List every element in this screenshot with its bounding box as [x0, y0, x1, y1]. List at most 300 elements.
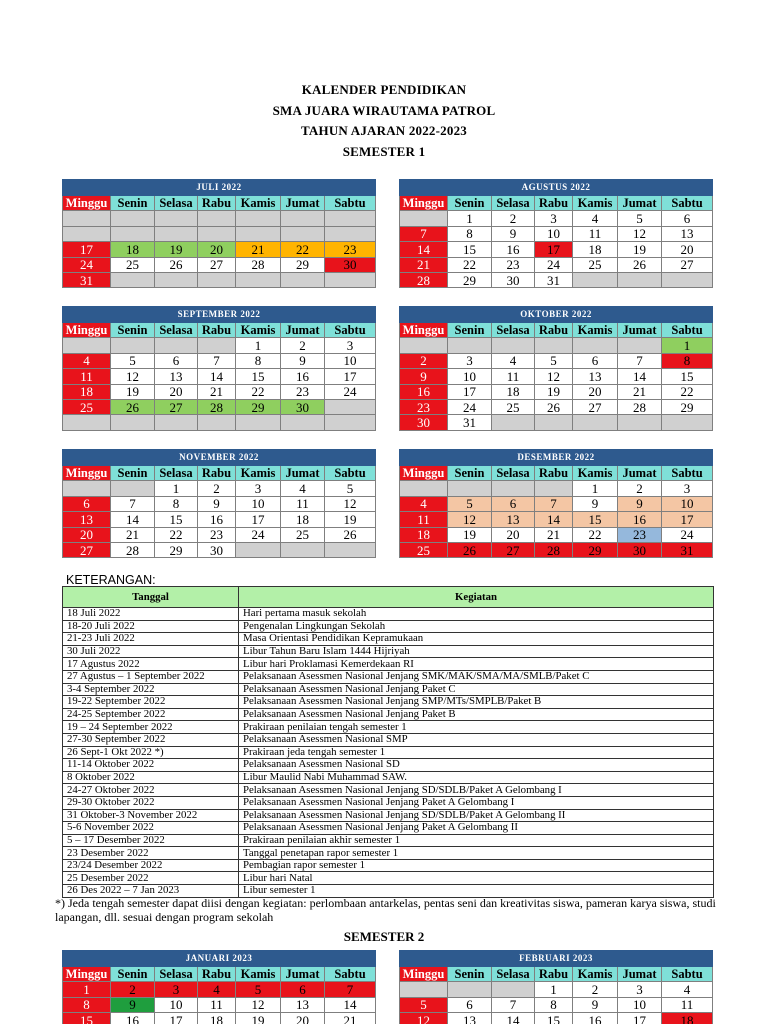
day-cell: 19 [535, 384, 573, 399]
day-cell: 31 [448, 415, 492, 430]
day-cell: 14 [198, 369, 236, 384]
day-cell: 11 [662, 997, 713, 1012]
keterangan-date: 29-30 Oktober 2022 [63, 796, 239, 809]
day-cell: 15 [155, 512, 198, 527]
day-cell: 23 [325, 242, 376, 257]
empty-day-cell [400, 982, 448, 997]
empty-day-cell [63, 226, 111, 241]
day-cell: 14 [492, 1013, 535, 1024]
day-header-kamis: Kamis [573, 466, 618, 481]
day-cell: 20 [662, 242, 713, 257]
day-cell: 28 [111, 542, 155, 557]
day-header-minggu: Minggu [400, 323, 448, 338]
day-cell: 8 [236, 353, 281, 368]
empty-day-cell [281, 211, 325, 226]
day-cell: 29 [155, 542, 198, 557]
day-cell: 25 [573, 257, 618, 272]
empty-day-cell [155, 415, 198, 430]
week-row [63, 1013, 376, 1024]
day-cell: 10 [535, 226, 573, 241]
empty-day-cell [325, 226, 376, 241]
empty-day-cell [618, 272, 662, 287]
day-cell: 4 [492, 353, 535, 368]
week-row [63, 272, 376, 287]
day-cell: 27 [573, 399, 618, 414]
day-cell: 6 [63, 496, 111, 511]
day-cell: 30 [325, 257, 376, 272]
day-cell: 16 [111, 1013, 155, 1024]
title-line-3: TAHUN AJARAN 2022-2023 [301, 123, 467, 138]
day-cell: 30 [492, 272, 535, 287]
day-cell: 2 [198, 481, 236, 496]
day-cell: 10 [662, 496, 713, 511]
day-cell: 20 [63, 527, 111, 542]
empty-day-cell [325, 415, 376, 430]
empty-day-cell [63, 415, 111, 430]
empty-day-cell [535, 338, 573, 353]
day-cell: 2 [281, 338, 325, 353]
day-cell: 16 [400, 384, 448, 399]
empty-day-cell [618, 338, 662, 353]
keterangan-date: 26 Des 2022 – 7 Jan 2023 [63, 885, 239, 898]
day-cell: 11 [573, 226, 618, 241]
day-cell: 2 [492, 211, 535, 226]
keterangan-label: KETERANGAN: [66, 573, 156, 587]
month-title: DESEMBER 2022 [400, 450, 713, 466]
day-cell: 5 [111, 353, 155, 368]
calendar-februari-2023 [399, 950, 713, 1024]
day-cell: 11 [281, 496, 325, 511]
day-header-jumat: Jumat [618, 196, 662, 211]
day-cell: 22 [448, 257, 492, 272]
week-row [400, 496, 713, 511]
week-row [63, 542, 376, 557]
empty-day-cell [155, 338, 198, 353]
day-cell: 6 [573, 353, 618, 368]
week-row [400, 369, 713, 384]
day-cell: 11 [492, 369, 535, 384]
week-row [63, 512, 376, 527]
day-header-sabtu: Sabtu [325, 466, 376, 481]
day-header-kamis: Kamis [236, 323, 281, 338]
keterangan-event: Pelaksanaan Asessmen Nasional Jenjang SMK/MAK/SMA/MA/SMLB/Paket C [239, 670, 714, 683]
day-cell: 17 [662, 512, 713, 527]
day-cell: 18 [400, 527, 448, 542]
day-header-senin: Senin [111, 196, 155, 211]
day-cell: 3 [535, 211, 573, 226]
week-row [63, 257, 376, 272]
day-cell: 18 [198, 1013, 236, 1024]
calendar-desember-2022 [399, 449, 713, 558]
day-header-senin: Senin [448, 466, 492, 481]
day-header-senin: Senin [111, 466, 155, 481]
day-header-sabtu: Sabtu [662, 196, 713, 211]
keterangan-date: 3-4 September 2022 [63, 683, 239, 696]
day-cell: 8 [155, 496, 198, 511]
day-cell: 9 [492, 226, 535, 241]
week-row [400, 338, 713, 353]
day-cell: 28 [198, 399, 236, 414]
keterangan-row [63, 796, 714, 809]
day-cell: 18 [281, 512, 325, 527]
day-cell: 8 [535, 997, 573, 1012]
day-cell: 14 [618, 369, 662, 384]
keterangan-event: Libur hari Proklamasi Kemerdekaan RI [239, 658, 714, 671]
day-cell: 24 [63, 257, 111, 272]
day-cell: 10 [448, 369, 492, 384]
keterangan-event: Masa Orientasi Pendidikan Kepramukaan [239, 633, 714, 646]
day-cell: 3 [325, 338, 376, 353]
day-cell: 8 [448, 226, 492, 241]
keterangan-date: 21-23 Juli 2022 [63, 633, 239, 646]
empty-day-cell [662, 272, 713, 287]
day-cell: 14 [535, 512, 573, 527]
day-cell: 15 [535, 1013, 573, 1024]
day-cell: 20 [492, 527, 535, 542]
empty-day-cell [573, 415, 618, 430]
day-cell: 9 [618, 496, 662, 511]
keterangan-row [63, 834, 714, 847]
day-cell: 22 [662, 384, 713, 399]
day-header-rabu: Rabu [535, 196, 573, 211]
day-cell: 14 [111, 512, 155, 527]
calendar-november-2022 [62, 449, 376, 558]
day-cell: 18 [573, 242, 618, 257]
day-cell: 16 [198, 512, 236, 527]
empty-day-cell [155, 272, 198, 287]
day-header-rabu: Rabu [198, 196, 236, 211]
day-cell: 12 [325, 496, 376, 511]
keterangan-date: 24-25 September 2022 [63, 708, 239, 721]
day-cell: 14 [400, 242, 448, 257]
day-cell: 17 [325, 369, 376, 384]
keterangan-event: Pelaksanaan Asessmen Nasional Jenjang Paket A Gelombang II [239, 822, 714, 835]
day-header-sabtu: Sabtu [325, 323, 376, 338]
day-cell: 13 [448, 1013, 492, 1024]
empty-day-cell [281, 272, 325, 287]
keterangan-row [63, 771, 714, 784]
day-cell: 17 [63, 242, 111, 257]
day-cell: 29 [448, 272, 492, 287]
day-cell: 24 [236, 527, 281, 542]
keterangan-event: Pelaksanaan Asessmen Nasional SMP [239, 733, 714, 746]
day-cell: 21 [325, 1013, 376, 1024]
keterangan-row [63, 708, 714, 721]
empty-day-cell [448, 338, 492, 353]
day-header-senin: Senin [448, 967, 492, 982]
day-cell: 20 [155, 384, 198, 399]
empty-day-cell [198, 415, 236, 430]
day-cell: 20 [281, 1013, 325, 1024]
day-cell: 22 [281, 242, 325, 257]
day-cell: 23 [618, 527, 662, 542]
week-row [63, 415, 376, 430]
keterangan-date: 19 – 24 September 2022 [63, 721, 239, 734]
day-header-minggu: Minggu [400, 196, 448, 211]
empty-day-cell [281, 542, 325, 557]
day-cell: 18 [492, 384, 535, 399]
empty-day-cell [236, 415, 281, 430]
keterangan-date: 23/24 Desember 2022 [63, 859, 239, 872]
day-cell: 9 [198, 496, 236, 511]
keterangan-row [63, 633, 714, 646]
day-cell: 21 [198, 384, 236, 399]
keterangan-event: Tanggal penetapan rapor semester 1 [239, 847, 714, 860]
day-header-senin: Senin [111, 967, 155, 982]
day-cell: 3 [618, 982, 662, 997]
day-cell: 17 [535, 242, 573, 257]
keterangan-row [63, 759, 714, 772]
keterangan-header-row [63, 587, 714, 608]
empty-day-cell [198, 272, 236, 287]
month-title: OKTOBER 2022 [400, 307, 713, 323]
day-cell: 16 [281, 369, 325, 384]
keterangan-row [63, 784, 714, 797]
day-cell: 5 [236, 982, 281, 997]
empty-day-cell [573, 272, 618, 287]
day-cell: 7 [325, 982, 376, 997]
day-cell: 15 [662, 369, 713, 384]
week-row [400, 542, 713, 557]
keterangan-table [62, 586, 714, 898]
day-header-rabu: Rabu [535, 967, 573, 982]
day-cell: 27 [155, 399, 198, 414]
day-header-selasa: Selasa [155, 967, 198, 982]
day-cell: 27 [662, 257, 713, 272]
month-title: NOVEMBER 2022 [63, 450, 376, 466]
day-header-jumat: Jumat [281, 323, 325, 338]
keterangan-row [63, 733, 714, 746]
day-cell: 11 [198, 997, 236, 1012]
day-cell: 6 [662, 211, 713, 226]
day-cell: 13 [63, 512, 111, 527]
week-row [63, 369, 376, 384]
day-cell: 16 [618, 512, 662, 527]
day-cell: 2 [111, 982, 155, 997]
day-cell: 31 [535, 272, 573, 287]
day-header-selasa: Selasa [492, 196, 535, 211]
day-cell: 7 [618, 353, 662, 368]
day-header-selasa: Selasa [492, 323, 535, 338]
day-cell: 1 [573, 481, 618, 496]
day-cell: 4 [662, 982, 713, 997]
day-cell: 21 [400, 257, 448, 272]
keterangan-row [63, 859, 714, 872]
keterangan-row [63, 746, 714, 759]
day-cell: 13 [155, 369, 198, 384]
day-header-senin: Senin [448, 196, 492, 211]
keterangan-event: Pelaksanaan Asessmen Nasional Jenjang Paket B [239, 708, 714, 721]
day-header-jumat: Jumat [281, 466, 325, 481]
day-cell: 31 [662, 542, 713, 557]
day-cell: 24 [325, 384, 376, 399]
week-row [400, 257, 713, 272]
day-cell: 30 [400, 415, 448, 430]
calendar-januari-2023 [62, 950, 376, 1024]
week-row [400, 272, 713, 287]
empty-day-cell [63, 338, 111, 353]
keterangan-event: Hari pertama masuk sekolah [239, 608, 714, 621]
day-cell: 23 [198, 527, 236, 542]
keterangan-event: Pelaksanaan Asessmen Nasional Jenjang SMP/MTs/SMPLB/Paket B [239, 696, 714, 709]
keterangan-date: 31 Oktober-3 November 2022 [63, 809, 239, 822]
day-cell: 19 [111, 384, 155, 399]
day-cell: 12 [236, 997, 281, 1012]
week-row [400, 242, 713, 257]
day-cell: 25 [63, 399, 111, 414]
title-line-4: SEMESTER 1 [342, 143, 426, 159]
empty-day-cell [325, 211, 376, 226]
day-cell: 19 [155, 242, 198, 257]
day-cell: 18 [111, 242, 155, 257]
day-cell: 3 [155, 982, 198, 997]
day-cell: 6 [281, 982, 325, 997]
day-cell: 13 [281, 997, 325, 1012]
keterangan-date: 25 Desember 2022 [63, 872, 239, 885]
day-header-senin: Senin [448, 323, 492, 338]
day-header-selasa: Selasa [155, 466, 198, 481]
keterangan-event: Libur Tahun Baru Islam 1444 Hijriyah [239, 645, 714, 658]
day-cell: 9 [573, 496, 618, 511]
empty-day-cell [325, 272, 376, 287]
keterangan-date: 18-20 Juli 2022 [63, 620, 239, 633]
empty-day-cell [155, 226, 198, 241]
day-cell: 10 [618, 997, 662, 1012]
day-cell: 17 [155, 1013, 198, 1024]
day-cell: 19 [618, 242, 662, 257]
empty-day-cell [618, 415, 662, 430]
day-header-minggu: Minggu [400, 967, 448, 982]
day-cell: 17 [618, 1013, 662, 1024]
day-cell: 7 [400, 226, 448, 241]
day-cell: 27 [492, 542, 535, 557]
week-row [400, 384, 713, 399]
week-row [63, 527, 376, 542]
day-header-kamis: Kamis [236, 466, 281, 481]
day-header-selasa: Selasa [155, 196, 198, 211]
day-cell: 25 [281, 527, 325, 542]
day-cell: 21 [236, 242, 281, 257]
day-cell: 2 [618, 481, 662, 496]
week-row [63, 496, 376, 511]
semester-2-label: SEMESTER 2 [343, 929, 425, 944]
empty-day-cell [400, 211, 448, 226]
day-cell: 25 [492, 399, 535, 414]
day-cell: 29 [281, 257, 325, 272]
day-header-minggu: Minggu [63, 967, 111, 982]
empty-day-cell [236, 226, 281, 241]
keterangan-row [63, 721, 714, 734]
day-cell: 14 [325, 997, 376, 1012]
day-cell: 15 [236, 369, 281, 384]
week-row [400, 399, 713, 414]
week-row [63, 997, 376, 1012]
keterangan-date: 18 Juli 2022 [63, 608, 239, 621]
day-cell: 9 [573, 997, 618, 1012]
day-cell: 13 [662, 226, 713, 241]
day-cell: 4 [281, 481, 325, 496]
empty-day-cell [535, 415, 573, 430]
keterangan-event: Libur hari Natal [239, 872, 714, 885]
empty-day-cell [400, 481, 448, 496]
day-cell: 22 [155, 527, 198, 542]
day-cell: 5 [400, 997, 448, 1012]
empty-day-cell [492, 982, 535, 997]
day-cell: 30 [198, 542, 236, 557]
day-header-jumat: Jumat [618, 466, 662, 481]
week-row [400, 512, 713, 527]
keterangan-row [63, 670, 714, 683]
empty-day-cell [236, 272, 281, 287]
day-header-selasa: Selasa [492, 466, 535, 481]
keterangan-event: Pelaksanaan Asessmen Nasional Jenjang SD/SDLB/Paket A Gelombang I [239, 784, 714, 797]
day-header-kamis: Kamis [236, 967, 281, 982]
day-cell: 18 [63, 384, 111, 399]
day-cell: 1 [535, 982, 573, 997]
keterangan-event: Pelaksanaan Asessmen Nasional SD [239, 759, 714, 772]
day-header-sabtu: Sabtu [325, 196, 376, 211]
day-header-minggu: Minggu [63, 466, 111, 481]
day-cell: 22 [236, 384, 281, 399]
empty-day-cell [448, 982, 492, 997]
empty-day-cell [111, 338, 155, 353]
day-cell: 23 [492, 257, 535, 272]
day-cell: 1 [662, 338, 713, 353]
day-cell: 8 [63, 997, 111, 1012]
keterangan-row [63, 847, 714, 860]
keterangan-col-event: Kegiatan [239, 587, 714, 608]
empty-day-cell [281, 415, 325, 430]
day-cell: 5 [535, 353, 573, 368]
day-header-selasa: Selasa [155, 323, 198, 338]
day-cell: 17 [236, 512, 281, 527]
empty-day-cell [63, 481, 111, 496]
day-header-rabu: Rabu [198, 967, 236, 982]
day-cell: 13 [492, 512, 535, 527]
month-title: JANUARI 2023 [63, 951, 376, 967]
day-cell: 19 [325, 512, 376, 527]
empty-day-cell [492, 415, 535, 430]
week-row [63, 384, 376, 399]
day-header-jumat: Jumat [618, 967, 662, 982]
week-row [400, 481, 713, 496]
day-cell: 21 [111, 527, 155, 542]
day-header-sabtu: Sabtu [325, 967, 376, 982]
empty-day-cell [236, 211, 281, 226]
day-cell: 6 [155, 353, 198, 368]
month-title: JULI 2022 [63, 180, 376, 196]
day-cell: 26 [325, 527, 376, 542]
day-cell: 10 [155, 997, 198, 1012]
empty-day-cell [111, 226, 155, 241]
day-cell: 28 [400, 272, 448, 287]
week-row [400, 527, 713, 542]
empty-day-cell [662, 415, 713, 430]
calendar-september-2022 [62, 306, 376, 431]
day-cell: 21 [535, 527, 573, 542]
day-cell: 3 [448, 353, 492, 368]
week-row [400, 353, 713, 368]
day-cell: 5 [325, 481, 376, 496]
keterangan-date: 5-6 November 2022 [63, 822, 239, 835]
keterangan-event: Libur Maulid Nabi Muhammad SAW. [239, 771, 714, 784]
keterangan-event: Pengenalan Lingkungan Sekolah [239, 620, 714, 633]
day-cell: 10 [325, 353, 376, 368]
day-cell: 12 [400, 1013, 448, 1024]
keterangan-event: Pembagian rapor semester 1 [239, 859, 714, 872]
week-row [400, 226, 713, 241]
keterangan-date: 23 Desember 2022 [63, 847, 239, 860]
